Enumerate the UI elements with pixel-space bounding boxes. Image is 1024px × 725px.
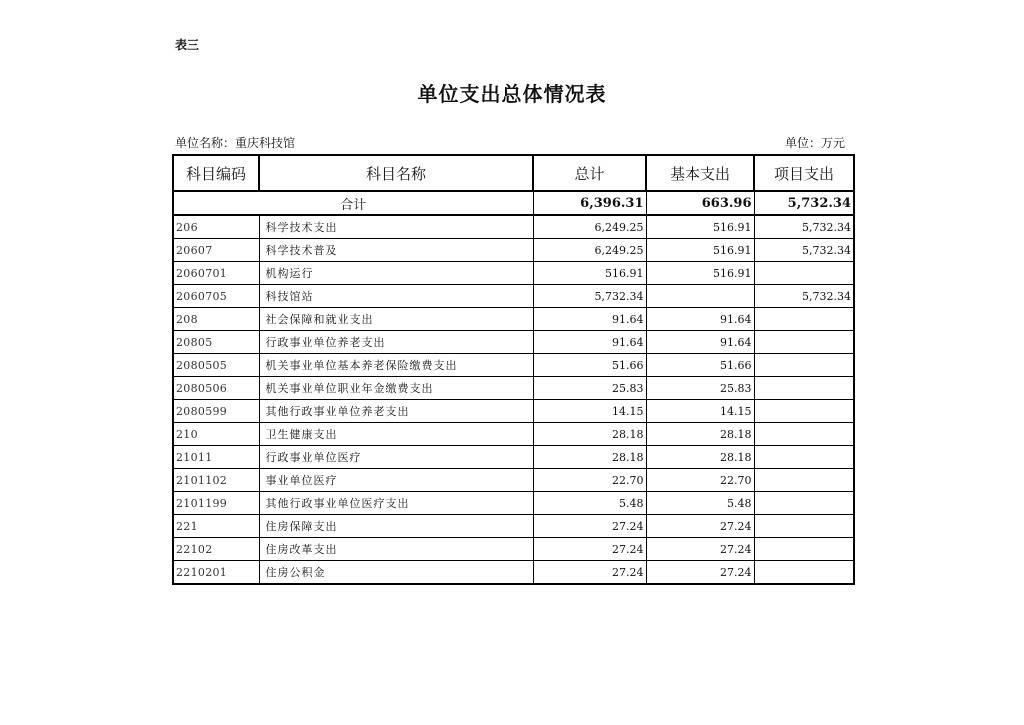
row-code: 20607 [173, 239, 259, 262]
total-basic: 663.96 [646, 191, 754, 215]
table-row [173, 262, 854, 285]
row-basic: 27.24 [646, 515, 754, 538]
row-total: 5.48 [533, 492, 646, 515]
row-code: 2060705 [173, 285, 259, 308]
table-row [173, 354, 854, 377]
column-header-total: 总计 [533, 155, 646, 191]
row-name: 机关事业单位职业年金缴费支出 [259, 377, 533, 400]
table-row [173, 215, 854, 239]
row-total: 28.18 [533, 446, 646, 469]
row-code: 2210201 [173, 561, 259, 585]
row-total: 27.24 [533, 561, 646, 585]
column-header-code: 科目编码 [173, 155, 259, 191]
row-project [754, 469, 854, 492]
row-total: 91.64 [533, 331, 646, 354]
table-header-row [173, 155, 854, 191]
row-project [754, 446, 854, 469]
row-name: 科技馆站 [259, 285, 533, 308]
row-basic: 27.24 [646, 561, 754, 585]
row-basic: 516.91 [646, 239, 754, 262]
row-basic: 516.91 [646, 215, 754, 239]
row-basic [646, 285, 754, 308]
row-total: 516.91 [533, 262, 646, 285]
total-row [173, 191, 854, 215]
row-name: 卫生健康支出 [259, 423, 533, 446]
row-total: 14.15 [533, 400, 646, 423]
row-code: 221 [173, 515, 259, 538]
row-project [754, 515, 854, 538]
row-total: 91.64 [533, 308, 646, 331]
row-code: 2060701 [173, 262, 259, 285]
row-project [754, 400, 854, 423]
table-row [173, 239, 854, 262]
row-code: 2080599 [173, 400, 259, 423]
row-project [754, 377, 854, 400]
row-code: 2101102 [173, 469, 259, 492]
table-row [173, 561, 854, 585]
row-name: 住房公积金 [259, 561, 533, 585]
table-row [173, 515, 854, 538]
row-basic: 91.64 [646, 308, 754, 331]
row-name: 行政事业单位养老支出 [259, 331, 533, 354]
row-basic: 5.48 [646, 492, 754, 515]
table-row [173, 285, 854, 308]
table-row [173, 492, 854, 515]
unit-name-label: 单位名称：重庆科技馆 [175, 136, 296, 150]
row-code: 208 [173, 308, 259, 331]
row-total: 22.70 [533, 469, 646, 492]
row-project [754, 492, 854, 515]
row-project: 5,732.34 [754, 239, 854, 262]
column-header-name: 科目名称 [259, 155, 533, 191]
table-row [173, 377, 854, 400]
row-basic: 516.91 [646, 262, 754, 285]
row-name: 其他行政事业单位医疗支出 [259, 492, 533, 515]
row-name: 住房保障支出 [259, 515, 533, 538]
table-row [173, 538, 854, 561]
row-total: 27.24 [533, 515, 646, 538]
row-basic: 28.18 [646, 423, 754, 446]
column-header-basic: 基本支出 [646, 155, 754, 191]
row-project: 5,732.34 [754, 215, 854, 239]
row-total: 51.66 [533, 354, 646, 377]
unit-measure-label: 单位：万元 [785, 136, 846, 150]
table-row [173, 446, 854, 469]
row-project [754, 538, 854, 561]
row-name: 科学技术支出 [259, 215, 533, 239]
row-total: 27.24 [533, 538, 646, 561]
row-code: 22102 [173, 538, 259, 561]
total-label: 合计 [173, 191, 533, 215]
row-total: 5,732.34 [533, 285, 646, 308]
row-name: 机构运行 [259, 262, 533, 285]
table-row [173, 423, 854, 446]
total-project: 5,732.34 [754, 191, 854, 215]
table-row [173, 400, 854, 423]
row-name: 事业单位医疗 [259, 469, 533, 492]
row-project [754, 561, 854, 585]
row-basic: 14.15 [646, 400, 754, 423]
row-total: 6,249.25 [533, 215, 646, 239]
row-basic: 22.70 [646, 469, 754, 492]
row-project [754, 423, 854, 446]
row-name: 社会保障和就业支出 [259, 308, 533, 331]
total-total: 6,396.31 [533, 191, 646, 215]
row-name: 科学技术普及 [259, 239, 533, 262]
row-name: 机关事业单位基本养老保险缴费支出 [259, 354, 533, 377]
document-label: 表三 [175, 38, 200, 52]
row-project [754, 262, 854, 285]
expenditure-table [172, 154, 855, 585]
row-name: 行政事业单位医疗 [259, 446, 533, 469]
row-code: 21011 [173, 446, 259, 469]
row-code: 2080506 [173, 377, 259, 400]
row-code: 2080505 [173, 354, 259, 377]
row-project: 5,732.34 [754, 285, 854, 308]
table-row [173, 469, 854, 492]
row-name: 住房改革支出 [259, 538, 533, 561]
row-total: 25.83 [533, 377, 646, 400]
column-header-project: 项目支出 [754, 155, 854, 191]
row-project [754, 331, 854, 354]
row-project [754, 308, 854, 331]
row-basic: 25.83 [646, 377, 754, 400]
page-title: 单位支出总体情况表 [417, 82, 607, 106]
row-basic: 27.24 [646, 538, 754, 561]
row-project [754, 354, 854, 377]
row-total: 6,249.25 [533, 239, 646, 262]
row-total: 28.18 [533, 423, 646, 446]
row-code: 20805 [173, 331, 259, 354]
row-name: 其他行政事业单位养老支出 [259, 400, 533, 423]
table-row [173, 308, 854, 331]
row-code: 210 [173, 423, 259, 446]
row-code: 206 [173, 215, 259, 239]
table-row [173, 331, 854, 354]
row-basic: 28.18 [646, 446, 754, 469]
row-basic: 91.64 [646, 331, 754, 354]
row-code: 2101199 [173, 492, 259, 515]
row-basic: 51.66 [646, 354, 754, 377]
